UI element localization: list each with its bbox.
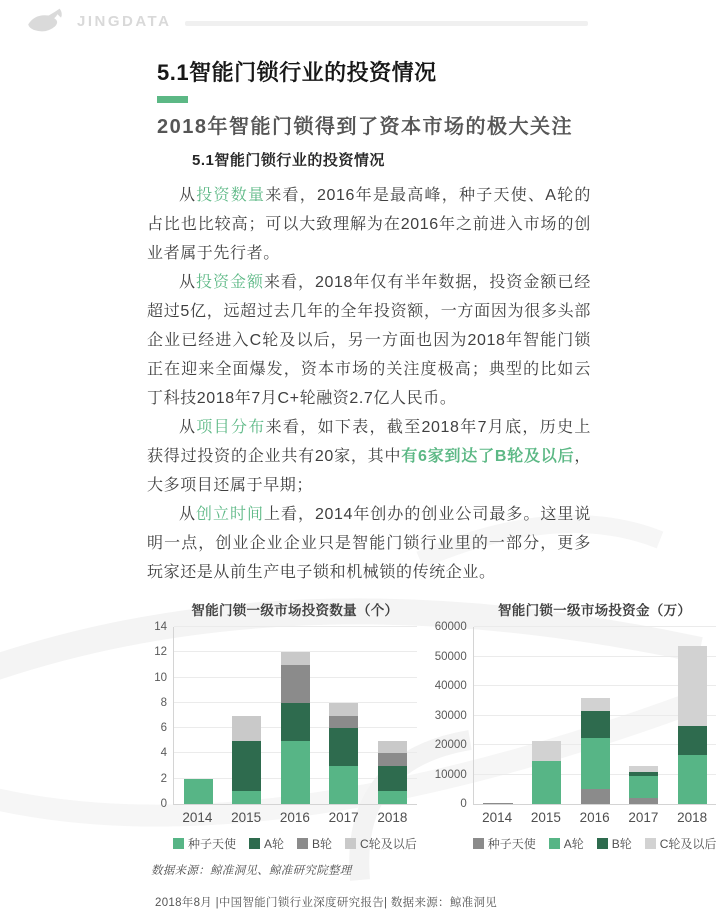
legend-item: [173, 835, 236, 852]
content: [147, 56, 716, 910]
y-tick-label: 20000: [434, 739, 467, 751]
stacked-bar: [678, 646, 707, 804]
legend-swatch: [173, 838, 184, 849]
text-segment: 来看，2016年是最高峰，种子天使、A轮的占比也比较高；可以大致理解为在2016年之前进入市场的创业者属于先行者。: [147, 187, 591, 262]
chart-body: [147, 621, 417, 810]
bar-segment-C轮及以后: [678, 646, 707, 726]
chart-legend: [429, 835, 716, 852]
bar-segment-种子天使: [281, 741, 310, 804]
stacked-bar: [329, 703, 358, 804]
y-tick-label: 30000: [434, 709, 467, 722]
chart-body: [429, 621, 716, 810]
page-footer: 2018年8月 |中国智能门锁行业深度研究报告| 数据来源：鲸准洞见: [155, 897, 498, 909]
bar-slot: [174, 627, 223, 804]
stacked-bar: [483, 803, 512, 804]
bar-segment-A轮: [378, 766, 407, 791]
y-tick-label: 40000: [434, 680, 467, 692]
text-segment: 来看，如下表，截至2018年7月底，历史上获得过投资的企业共有20家，其中: [147, 419, 591, 465]
x-axis: [173, 810, 417, 825]
bar-slot: [571, 627, 620, 804]
legend-item: [249, 835, 284, 852]
legend-label: C轮及以后: [360, 837, 417, 851]
bar-segment-种子天使: [629, 798, 658, 804]
paragraph: [147, 181, 591, 268]
bar-segment-B轮: [281, 665, 310, 703]
x-tick-label: 2017: [628, 810, 659, 825]
y-tick-label: 2: [160, 772, 167, 785]
stacked-bar: [581, 698, 610, 804]
bar-segment-A轮: [329, 728, 358, 766]
chart-investment-count: [147, 599, 417, 852]
legend-label: 种子天使: [487, 837, 536, 851]
x-tick-label: 2017: [328, 810, 359, 825]
highlight-text: 投资数量: [196, 187, 266, 204]
bar-slot: [668, 627, 716, 804]
bar-segment-种子天使: [184, 779, 213, 804]
legend-item: [645, 835, 716, 852]
x-tick-label: 2016: [279, 810, 310, 825]
highlight-text: 有6家到达了B轮及以后: [401, 448, 575, 465]
text-segment: 从: [179, 187, 197, 204]
legend-label: A轮: [264, 837, 285, 851]
bar-segment-B轮: [378, 753, 407, 766]
y-tick-label: 50000: [434, 650, 467, 663]
legend-label: C轮及以后: [659, 837, 716, 851]
bar-segment-种子天使: [483, 803, 512, 804]
bar-segment-C轮及以后: [378, 741, 407, 754]
accent-dash: [157, 96, 188, 103]
bar-slot: [320, 627, 369, 804]
data-source-note: 数据来源：鲸准洞见、鲸准研究院整理: [151, 865, 352, 877]
text-segment: 从: [179, 419, 197, 436]
legend-label: B轮: [611, 837, 632, 851]
bar-segment-C轮及以后: [532, 741, 561, 762]
legend-swatch: [549, 838, 560, 849]
bar-slot: [522, 627, 571, 804]
bar-segment-种子天使: [581, 789, 610, 804]
bar-segment-B轮: [581, 711, 610, 738]
bar-segment-种子天使: [378, 791, 407, 804]
text-segment: 从: [179, 506, 196, 523]
text-segment: ，大多项目还属于早期；: [147, 448, 591, 494]
x-tick-label: 2014: [482, 810, 513, 825]
legend-swatch: [345, 838, 356, 849]
x-tick-label: 2014: [182, 810, 213, 825]
bars: [174, 627, 417, 804]
legend-swatch: [597, 838, 608, 849]
legend-swatch: [249, 838, 260, 849]
legend-label: A轮: [563, 837, 584, 851]
bar-segment-A轮: [281, 703, 310, 741]
x-tick-label: 2016: [579, 810, 610, 825]
x-tick-label: 2018: [677, 810, 708, 825]
y-tick-label: 60000: [434, 621, 467, 633]
stacked-bar: [532, 741, 561, 804]
legend-swatch: [297, 838, 308, 849]
bar-segment-A轮: [581, 738, 610, 790]
x-axis: [473, 810, 716, 825]
subtitle: 2018年智能门锁得到了资本市场的极大关注: [157, 116, 573, 138]
chart-title: 智能门锁一级市场投资金（万）: [497, 603, 692, 618]
x-tick-label: 2015: [530, 810, 561, 825]
stacked-bar: [378, 741, 407, 804]
y-tick-label: 8: [160, 696, 167, 709]
bar-segment-A轮: [532, 761, 561, 804]
charts-row: [147, 599, 716, 852]
legend-swatch: [473, 838, 484, 849]
plot-area: [473, 627, 716, 805]
legend-item: [473, 835, 536, 852]
bar-segment-C轮及以后: [329, 703, 358, 716]
bar-slot: [474, 627, 523, 804]
legend-label: 种子天使: [188, 837, 237, 851]
chart-title: 智能门锁一级市场投资数量（个）: [191, 603, 399, 618]
bar-segment-A轮: [232, 741, 261, 792]
y-tick-label: 14: [154, 621, 167, 633]
stacked-bar: [281, 652, 310, 804]
y-axis: [429, 621, 473, 810]
legend-swatch: [645, 838, 656, 849]
paragraph: [147, 413, 591, 500]
main-title: 5.1智能门锁行业的投资情况: [157, 60, 437, 85]
whale-icon: [25, 8, 67, 34]
stacked-bar: [629, 766, 658, 804]
bar-segment-C轮及以后: [232, 716, 261, 741]
y-tick-label: 6: [160, 722, 167, 735]
paragraph: [147, 268, 591, 413]
bars: [474, 627, 716, 804]
text-segment: 从: [179, 274, 196, 291]
legend-label: B轮: [312, 837, 333, 851]
bar-segment-A轮: [678, 755, 707, 804]
stacked-bar: [184, 779, 213, 804]
y-tick-label: 10: [154, 671, 167, 684]
y-tick-label: 10000: [434, 768, 467, 781]
bar-segment-C轮及以后: [281, 652, 310, 665]
bar-slot: [223, 627, 272, 804]
bar-segment-种子天使: [329, 766, 358, 804]
bar-slot: [271, 627, 320, 804]
chart-legend: [147, 835, 417, 852]
y-tick-label: 12: [154, 646, 167, 659]
highlight-text: 创立时间: [196, 506, 264, 523]
y-axis: [147, 621, 173, 810]
bar-segment-C轮及以后: [581, 698, 610, 711]
chart-investment-amount: [429, 599, 716, 852]
x-tick-label: 2015: [231, 810, 262, 825]
y-tick-label: 0: [460, 798, 467, 810]
legend-item: [297, 835, 332, 852]
bar-slot: [619, 627, 668, 804]
y-tick-label: 4: [160, 747, 167, 760]
text-segment: 来看，2018年仅有半年数据，投资金额已经超过5亿，远超过去几年的全年投资额，一方面因为很多头部企业已经进入C轮及以后，另一方面也因为2018年智能门锁正在迎来全面爆发，资本市场的关注度极高；典型的比如云丁科技2018年7月C+轮融资2.7亿人民币。: [147, 274, 591, 407]
bar-segment-B轮: [678, 726, 707, 756]
highlight-text: 项目分布: [196, 419, 266, 436]
y-tick-label: 0: [160, 798, 167, 810]
paragraph: [147, 500, 591, 587]
highlight-text: 投资金额: [196, 274, 264, 291]
bar-slot: [368, 627, 417, 804]
legend-item: [597, 835, 632, 852]
plot-area: [173, 627, 417, 805]
header-divider: [185, 21, 588, 26]
stacked-bar: [232, 716, 261, 804]
page-header: [25, 8, 634, 44]
bar-segment-B轮: [329, 716, 358, 729]
legend-item: [345, 835, 417, 852]
brand-name: JINGDATA: [77, 12, 172, 30]
section-title: 5.1智能门锁行业的投资情况: [192, 152, 385, 169]
text-segment: 上看，2014年创办的创业公司最多。这里说明一点，创业企业企业只是智能门锁行业里的一部分，更多玩家还是从前生产电子锁和机械锁的传统企业。: [147, 506, 591, 581]
x-tick-label: 2018: [377, 810, 408, 825]
body-paragraphs: [147, 181, 605, 587]
bar-segment-种子天使: [232, 791, 261, 804]
legend-item: [549, 835, 584, 852]
bar-segment-A轮: [629, 776, 658, 798]
